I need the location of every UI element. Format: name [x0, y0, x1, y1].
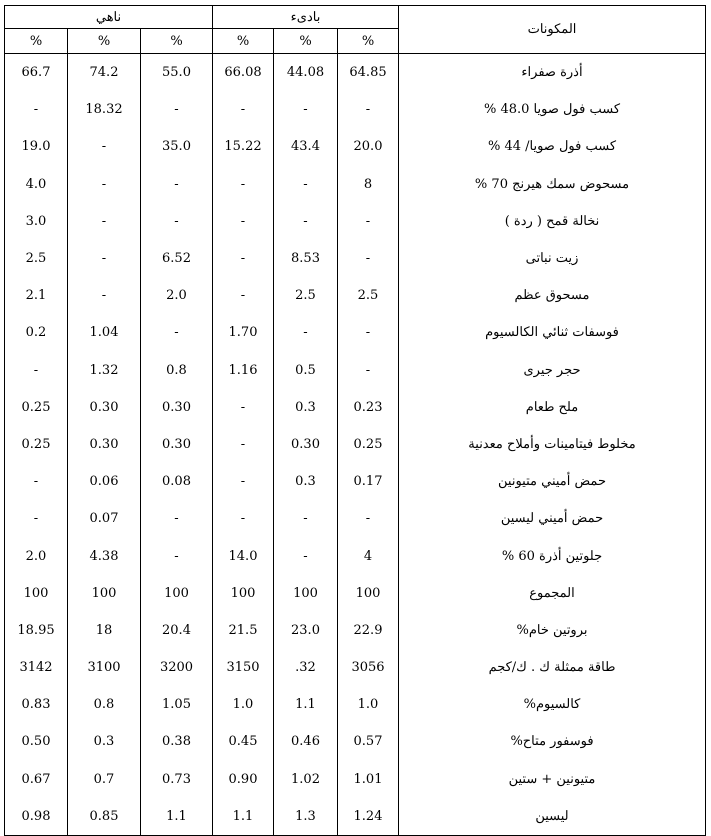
value-cell: 3056 — [338, 649, 399, 686]
ingredient-label: حجر جيرى — [399, 352, 706, 389]
table-row — [5, 314, 706, 351]
value-cell: 1.70 — [213, 314, 274, 351]
table-row — [5, 54, 706, 92]
ingredient-label: المجموع — [399, 575, 706, 612]
value-cell: .32 — [274, 649, 338, 686]
value-cell: - — [141, 166, 213, 203]
value-cell: - — [274, 203, 338, 240]
ingredient-label: مسحوض سمك هيرنج 70 % — [399, 166, 706, 203]
value-cell: 6.52 — [141, 240, 213, 277]
value-cell: - — [141, 91, 213, 128]
value-cell: - — [213, 240, 274, 277]
value-cell: - — [141, 500, 213, 537]
value-cell: - — [68, 203, 141, 240]
value-cell: - — [68, 277, 141, 314]
ingredient-label: كسب فول صويا/ 44 % — [399, 128, 706, 165]
ingredient-label: مسحوق عظم — [399, 277, 706, 314]
value-cell: 43.4 — [274, 128, 338, 165]
value-cell: - — [213, 500, 274, 537]
group-header-starter: بادىء — [213, 6, 399, 29]
value-cell: - — [5, 463, 68, 500]
ingredient-label: متيونين + ستين — [399, 761, 706, 798]
value-cell: - — [213, 463, 274, 500]
value-cell: 0.85 — [68, 798, 141, 836]
value-cell: - — [338, 352, 399, 389]
value-cell: 0.30 — [68, 389, 141, 426]
value-cell: 1.1 — [213, 798, 274, 836]
value-cell: 1.16 — [213, 352, 274, 389]
value-cell: - — [338, 240, 399, 277]
value-cell: - — [338, 314, 399, 351]
value-cell: 14.0 — [213, 537, 274, 574]
feed-composition-table-container — [4, 5, 706, 836]
ingredient-label: جلوتين أذرة 60 % — [399, 537, 706, 574]
value-cell: 0.30 — [141, 426, 213, 463]
table-row — [5, 203, 706, 240]
value-cell: 0.7 — [68, 761, 141, 798]
value-cell: 22.9 — [338, 612, 399, 649]
table-row — [5, 277, 706, 314]
ingredient-label: فوسفات ثنائي الكالسيوم — [399, 314, 706, 351]
table-row — [5, 426, 706, 463]
value-cell: 64.85 — [338, 54, 399, 92]
value-cell: 1.0 — [213, 686, 274, 723]
value-cell: 0.06 — [68, 463, 141, 500]
value-cell: - — [68, 166, 141, 203]
value-cell: 0.98 — [5, 798, 68, 836]
value-cell: - — [5, 352, 68, 389]
value-cell: 4.0 — [5, 166, 68, 203]
value-cell: 8.53 — [274, 240, 338, 277]
table-row — [5, 798, 706, 836]
value-cell: 0.30 — [274, 426, 338, 463]
percent-header: % — [68, 29, 141, 54]
value-cell: 4.38 — [68, 537, 141, 574]
value-cell: - — [68, 128, 141, 165]
value-cell: 0.30 — [141, 389, 213, 426]
value-cell: 1.0 — [338, 686, 399, 723]
table-row — [5, 389, 706, 426]
value-cell: 0.3 — [274, 463, 338, 500]
value-cell: 0.73 — [141, 761, 213, 798]
table-row — [5, 352, 706, 389]
value-cell: - — [213, 203, 274, 240]
value-cell: 18.32 — [68, 91, 141, 128]
percent-header: % — [213, 29, 274, 54]
value-cell: - — [141, 537, 213, 574]
value-cell: 2.0 — [141, 277, 213, 314]
ingredient-label: حمض أميني ليسين — [399, 500, 706, 537]
value-cell: 0.17 — [338, 463, 399, 500]
header-group-row — [5, 6, 706, 29]
value-cell: 35.0 — [141, 128, 213, 165]
percent-header: % — [338, 29, 399, 54]
value-cell: 0.25 — [5, 426, 68, 463]
value-cell: 20.4 — [141, 612, 213, 649]
value-cell: - — [213, 277, 274, 314]
value-cell: - — [5, 500, 68, 537]
table-row — [5, 240, 706, 277]
value-cell: 100 — [5, 575, 68, 612]
table-row — [5, 463, 706, 500]
value-cell: 20.0 — [338, 128, 399, 165]
value-cell: 0.3 — [274, 389, 338, 426]
value-cell: 0.8 — [141, 352, 213, 389]
value-cell: 0.38 — [141, 723, 213, 760]
value-cell: 1.1 — [274, 686, 338, 723]
value-cell: 100 — [338, 575, 399, 612]
ingredient-label: بروتين خام% — [399, 612, 706, 649]
value-cell: 0.23 — [338, 389, 399, 426]
ingredient-label: نخالة قمح ( ردة ) — [399, 203, 706, 240]
value-cell: 0.25 — [338, 426, 399, 463]
value-cell: - — [68, 240, 141, 277]
value-cell: 1.05 — [141, 686, 213, 723]
value-cell: 74.2 — [68, 54, 141, 92]
table-row — [5, 686, 706, 723]
value-cell: - — [338, 91, 399, 128]
value-cell: 3142 — [5, 649, 68, 686]
components-header: المكونات — [399, 6, 706, 54]
value-cell: - — [141, 203, 213, 240]
value-cell: 4 — [338, 537, 399, 574]
ingredient-label: فوسفور متاح% — [399, 723, 706, 760]
value-cell: 3100 — [68, 649, 141, 686]
percent-header: % — [274, 29, 338, 54]
ingredient-label: أذرة صفراء — [399, 54, 706, 92]
percent-header: % — [5, 29, 68, 54]
table-row — [5, 612, 706, 649]
value-cell: 0.07 — [68, 500, 141, 537]
value-cell: 0.45 — [213, 723, 274, 760]
table-row — [5, 723, 706, 760]
percent-header: % — [141, 29, 213, 54]
value-cell: 1.1 — [141, 798, 213, 836]
value-cell: - — [213, 426, 274, 463]
value-cell: 0.3 — [68, 723, 141, 760]
ingredient-label: ليسين — [399, 798, 706, 836]
value-cell: 3200 — [141, 649, 213, 686]
value-cell: 2.0 — [5, 537, 68, 574]
value-cell: - — [274, 91, 338, 128]
table-row — [5, 537, 706, 574]
value-cell: 1.24 — [338, 798, 399, 836]
group-header-finisher: ناهي — [5, 6, 213, 29]
value-cell: 2.5 — [274, 277, 338, 314]
value-cell: 1.02 — [274, 761, 338, 798]
value-cell: - — [213, 91, 274, 128]
value-cell: 8 — [338, 166, 399, 203]
value-cell: 0.5 — [274, 352, 338, 389]
value-cell: - — [338, 500, 399, 537]
value-cell: - — [338, 203, 399, 240]
value-cell: 0.90 — [213, 761, 274, 798]
value-cell: 100 — [141, 575, 213, 612]
value-cell: 2.5 — [5, 240, 68, 277]
ingredient-label: طاقة ممثلة ك . ك/كجم — [399, 649, 706, 686]
value-cell: 0.83 — [5, 686, 68, 723]
ingredient-label: كسب فول صويا 48.0 % — [399, 91, 706, 128]
value-cell: 18.95 — [5, 612, 68, 649]
table-row — [5, 761, 706, 798]
value-cell: 100 — [213, 575, 274, 612]
table-row — [5, 128, 706, 165]
value-cell: 15.22 — [213, 128, 274, 165]
value-cell: 1.04 — [68, 314, 141, 351]
value-cell: 0.67 — [5, 761, 68, 798]
value-cell: 0.57 — [338, 723, 399, 760]
value-cell: 1.3 — [274, 798, 338, 836]
value-cell: 3.0 — [5, 203, 68, 240]
value-cell: 1.01 — [338, 761, 399, 798]
value-cell: 1.32 — [68, 352, 141, 389]
value-cell: 3150 — [213, 649, 274, 686]
feed-composition-table — [4, 5, 706, 836]
value-cell: - — [141, 314, 213, 351]
table-row — [5, 575, 706, 612]
value-cell: 44.08 — [274, 54, 338, 92]
value-cell: 23.0 — [274, 612, 338, 649]
value-cell: 100 — [68, 575, 141, 612]
value-cell: 0.2 — [5, 314, 68, 351]
value-cell: 0.46 — [274, 723, 338, 760]
value-cell: 21.5 — [213, 612, 274, 649]
value-cell: 2.1 — [5, 277, 68, 314]
ingredient-label: حمض أميني متيونين — [399, 463, 706, 500]
value-cell: - — [213, 389, 274, 426]
value-cell: - — [274, 166, 338, 203]
value-cell: - — [5, 91, 68, 128]
value-cell: 66.7 — [5, 54, 68, 92]
ingredient-label: ملح طعام — [399, 389, 706, 426]
table-row — [5, 649, 706, 686]
ingredient-label: كالسيوم% — [399, 686, 706, 723]
value-cell: - — [274, 500, 338, 537]
table-row — [5, 91, 706, 128]
table-row — [5, 166, 706, 203]
value-cell: 0.8 — [68, 686, 141, 723]
value-cell: 0.25 — [5, 389, 68, 426]
value-cell: 0.08 — [141, 463, 213, 500]
value-cell: 0.50 — [5, 723, 68, 760]
table-body — [5, 54, 706, 836]
value-cell: 19.0 — [5, 128, 68, 165]
value-cell: - — [274, 537, 338, 574]
value-cell: - — [274, 314, 338, 351]
value-cell: 100 — [274, 575, 338, 612]
ingredient-label: زيت نباتى — [399, 240, 706, 277]
value-cell: 0.30 — [68, 426, 141, 463]
value-cell: 18 — [68, 612, 141, 649]
value-cell: 2.5 — [338, 277, 399, 314]
table-row — [5, 500, 706, 537]
value-cell: - — [213, 166, 274, 203]
value-cell: 55.0 — [141, 54, 213, 92]
value-cell: 66.08 — [213, 54, 274, 92]
ingredient-label: مخلوط فيتامينات وأملاح معدنية — [399, 426, 706, 463]
